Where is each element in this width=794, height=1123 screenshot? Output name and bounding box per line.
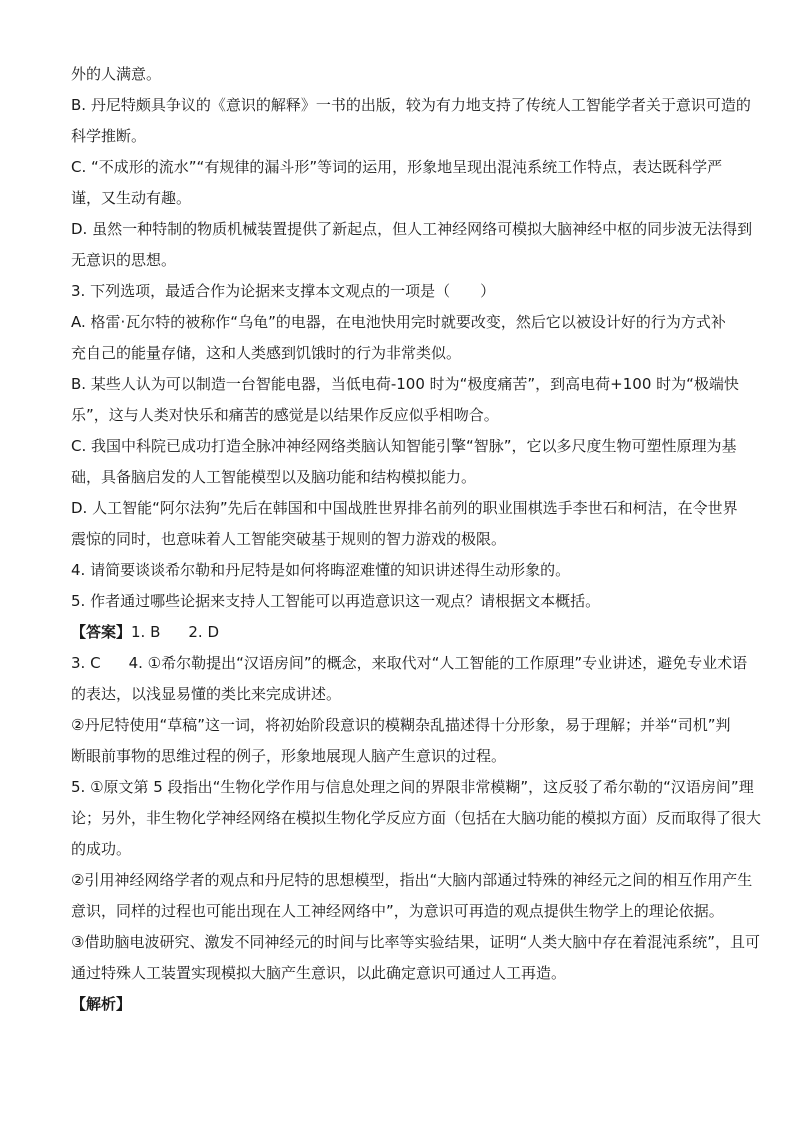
answer-text-line: 的成功。	[71, 840, 132, 858]
option-d-line: D. 虽然一种特制的物质机械装置提供了新起点，但人工神经网络可模拟大脑神经中枢的同步波无法得到	[71, 220, 753, 238]
text-line: 震惊的同时，也意味着人工智能突破基于规则的智力游戏的极限。	[71, 530, 507, 548]
answer-text-line: ②引用神经网络学者的观点和丹尼特的思想模型，指出“大脑内部通过特殊的神经元之间的相互作用产生	[71, 871, 753, 889]
text-line: 充自己的能量存储，这和人类感到饥饿时的行为非常类似。	[71, 344, 462, 362]
answer-line	[71, 620, 726, 651]
answer-text-line: 断眼前事物的思维过程的例子，形象地展现人脑产生意识的过程。	[71, 747, 507, 765]
answer-text-line: 的表达，以浅显易懂的类比来完成讲述。	[71, 685, 342, 703]
text-line: 乐”，这与人类对快乐和痛苦的感觉是以结果作反应似乎相吻合。	[71, 406, 499, 424]
text-line: 科学推断。	[71, 127, 147, 145]
answer-line	[71, 651, 748, 682]
text-line: 无意识的思想。	[71, 251, 177, 269]
answer-text-line: 意识，同样的过程也可能出现在人工神经网络中”，为意识可再造的观点提供生物学上的理论依据。	[71, 902, 724, 920]
q3-option-c: C. 我国中科院已成功打造全脉冲神经网络类脑认知智能引擎“智脉”，它以多尺度生物可塑性原理为基	[71, 437, 737, 455]
option-c-line: C. “不成形的流水”“有规律的漏斗形”等词的运用，形象地呈现出混沌系统工作特点，表达既科学严	[71, 158, 723, 176]
question-4: 4. 请简要谈谈希尔勒和丹尼特是如何将晦涩难懂的知识讲述得生动形象的。	[71, 561, 571, 579]
q3-option-b: B. 某些人认为可以制造一台智能电器，当低电荷-100 时为“极度痛苦”，到高电荷+100 时为“极端快	[71, 375, 739, 393]
answer-text-line: 通过特殊人工装置实现模拟大脑产生意识，以此确定意识可通过人工再造。	[71, 964, 567, 982]
analysis-tag: 【解析】	[71, 995, 132, 1013]
answer-tag: 【答案】	[71, 623, 132, 641]
option-b-line: B. 丹尼特颇具争议的《意识的解释》一书的出版，较为有力地支持了传统人工智能学者关于意识可造的	[71, 96, 751, 114]
q3-option-d: D. 人工智能“阿尔法狗”先后在韩国和中国战胜世界排名前列的职业围棋选手李世石和柯洁，在令世界	[71, 499, 738, 517]
answer-3: 3. C	[71, 654, 101, 672]
answer-1: 1. B	[131, 623, 161, 641]
text-line: 外的人满意。	[71, 65, 162, 83]
answer-2: 2. D	[188, 623, 220, 641]
text-line: 谨，又生动有趣。	[71, 189, 192, 207]
text-line: 础，具备脑启发的人工智能模型以及脑功能和结构模拟能力。	[71, 468, 477, 486]
answer-text-line: ③借助脑电波研究、激发不同神经元的时间与比率等实验结果，证明“人类大脑中存在着混沌系统”，且可	[71, 933, 760, 951]
answer-text-line: 论；另外，非生物化学神经网络在模拟生物化学反应方面（包括在大脑功能的模拟方面）反而取得了很大	[71, 809, 762, 827]
answer-text-line: ②丹尼特使用“草稿”这一词，将初始阶段意识的模糊杂乱描述得十分形象，易于理解；并举“司机”判	[71, 716, 731, 734]
document-body	[71, 62, 762, 1023]
answer-4-start: 4. ①希尔勒提出“汉语房间”的概念，来取代对“人工智能的工作原理”专业讲述，避免专业术语	[128, 654, 748, 672]
question-5: 5. 作者通过哪些论据来支持人工智能可以再造意识这一观点？请根据文本概括。	[71, 592, 601, 610]
answer-text-line: 5. ①原文第 5 段指出“生物化学作用与信息处理之间的界限非常模糊”，这反驳了希尔勒的“汉语房间”理	[71, 778, 754, 796]
q3-option-a: A. 格雷·瓦尔特的被称作“乌龟”的电器，在电池快用完时就要改变，然后它以被设计好的行为方式补	[71, 313, 726, 331]
question-3: 3. 下列选项，最适合作为论据来支撑本文观点的一项是（ ）	[71, 282, 496, 300]
